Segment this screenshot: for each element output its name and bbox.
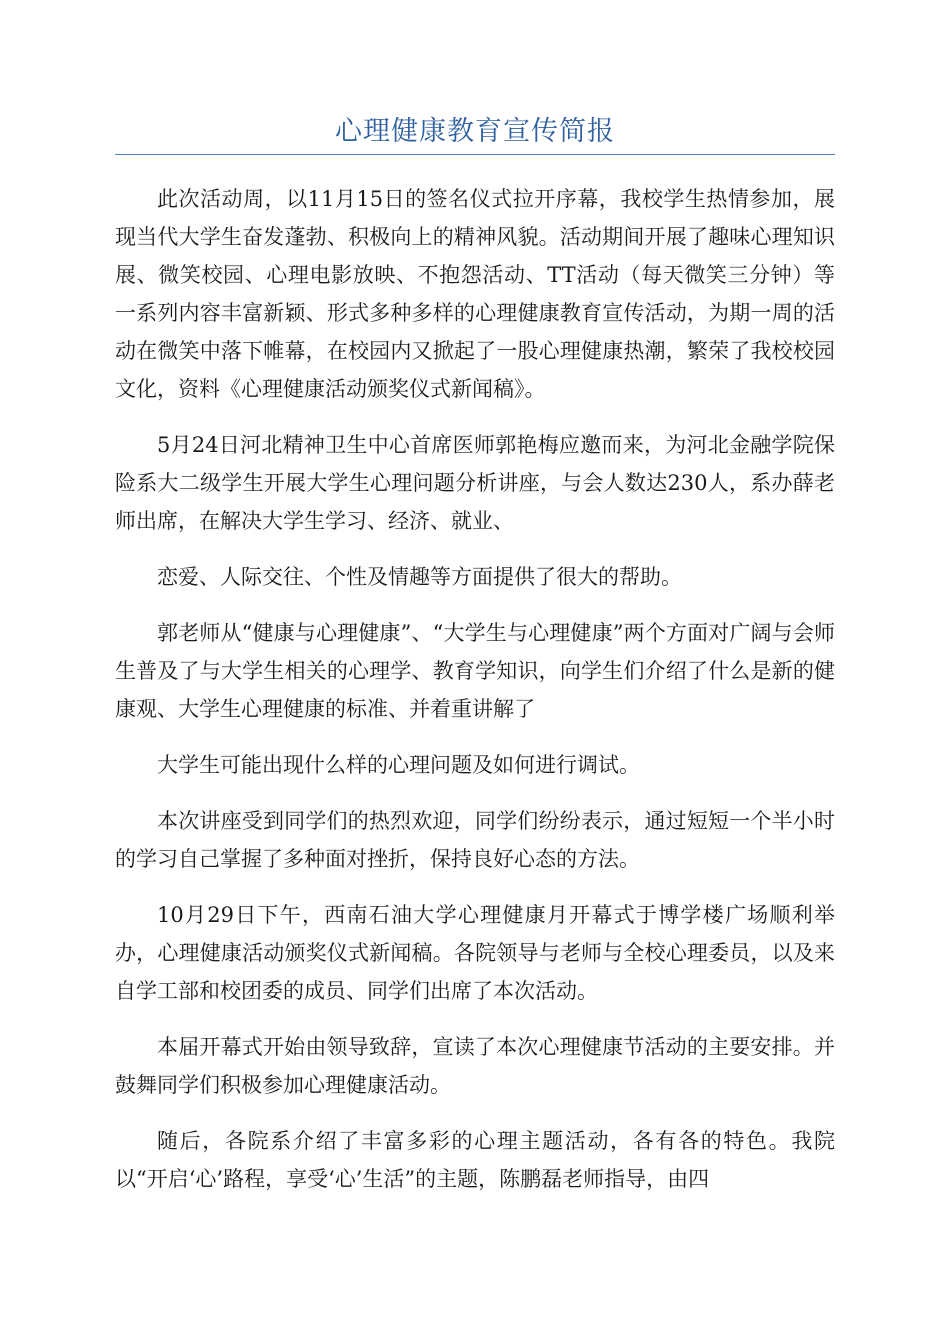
paragraph: 郭老师从“健康与心理健康”、“大学生与心理健康”两个方面对广阔与会师生普及了与大学生相关的心理学、教育学知识，向学生们介绍了什么是新的健康观、大学生心理健康的标准、并着重讲解了 bbox=[115, 621, 835, 721]
paragraph: 本次讲座受到同学们的热烈欢迎，同学们纷纷表示，通过短短一个半小时的学习自己掌握了多种面对挫折，保持良好心态的方法。 bbox=[115, 809, 835, 871]
paragraph: 本届开幕式开始由领导致辞，宣读了本次心理健康节活动的主要安排。并鼓舞同学们积极参加心理健康活动。 bbox=[115, 1035, 835, 1097]
paragraph: 10月29日下午，西南石油大学心理健康月开幕式于博学楼广场顺利举办，心理健康活动颁奖仪式新闻稿。各院领导与老师与全校心理委员，以及来自学工部和校团委的成员、同学们出席了本次活动。 bbox=[115, 903, 835, 1003]
document-body bbox=[115, 180, 835, 1216]
paragraph: 恋爱、人际交往、个性及情趣等方面提供了很大的帮助。 bbox=[157, 565, 682, 589]
paragraph: 5月24日河北精神卫生中心首席医师郭艳梅应邀而来，为河北金融学院保险系大二级学生开展大学生心理问题分析讲座，与会人数达230人，系办薛老师出席，在解决大学生学习、经济、就业、 bbox=[115, 433, 835, 533]
paragraph: 随后，各院系介绍了丰富多彩的心理主题活动，各有各的特色。我院以“开启‘心’路程，享受‘心’生活”的主题，陈鹏磊老师指导，由四 bbox=[115, 1129, 835, 1191]
title-underline bbox=[115, 154, 835, 155]
paragraph: 此次活动周，以11月15日的签名仪式拉开序幕，我校学生热情参加，展现当代大学生奋发蓬勃、积极向上的精神风貌。活动期间开展了趣味心理知识展、微笑校园、心理电影放映、不抱怨活动、TT活动（每天微笑三分钟）等一系列内容丰富新颖、形式多种多样的心理健康教育宣传活动，为期一周的活动在微笑中落下帷幕，在校园内又掀起了一股心理健康热潮，繁荣了我校校园文化，资料《心理健康活动颁奖仪式新闻稿》。 bbox=[115, 187, 835, 401]
paragraph: 大学生可能出现什么样的心理问题及如何进行调试。 bbox=[157, 753, 640, 777]
document-title: 心理健康教育宣传简报 bbox=[335, 116, 615, 147]
